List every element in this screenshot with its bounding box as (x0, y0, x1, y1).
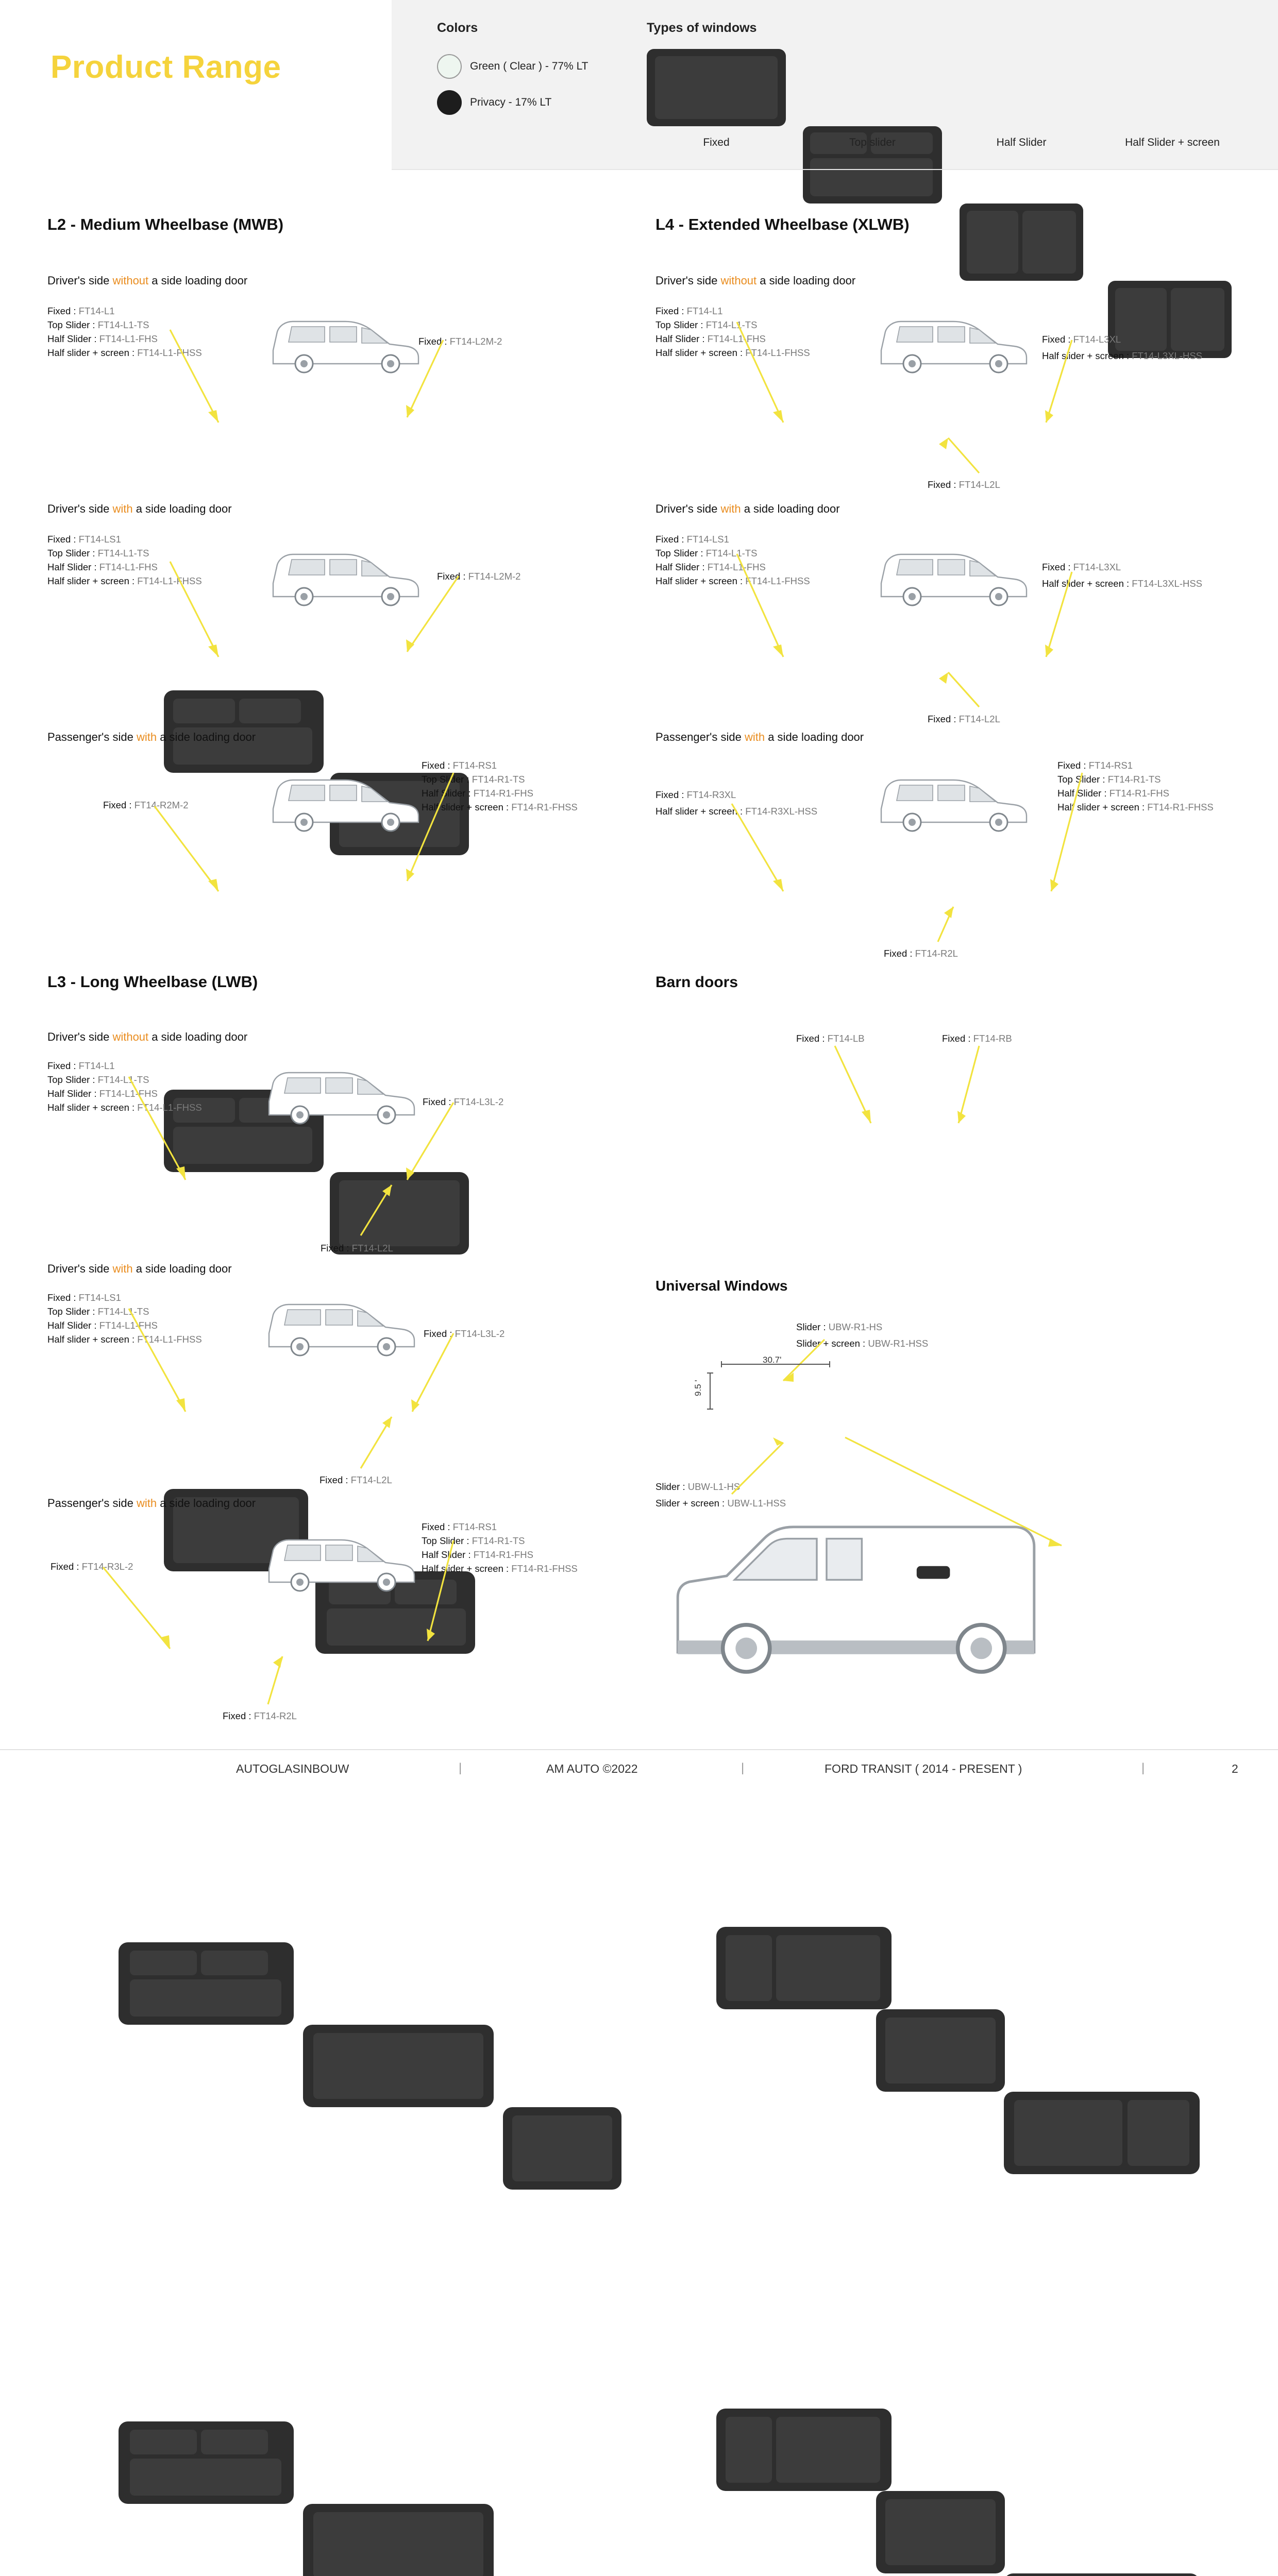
k: Half Slider : (655, 333, 708, 344)
k: Half Slider : (1057, 788, 1109, 799)
v: FT14-L2L (959, 714, 1000, 724)
l3-b1-window-right (503, 2107, 621, 2190)
txt2: a side loading door (157, 731, 256, 743)
l3-block2-right-label (424, 1328, 505, 1340)
v: FT14-R3XL (686, 789, 736, 800)
universal-dim-height: 9.5 ' (693, 1380, 703, 1396)
k: Slider : (796, 1321, 829, 1332)
universal-top-label-1 (796, 1321, 882, 1333)
k: Fixed : (422, 1521, 453, 1532)
k: Top Slider : (47, 1074, 98, 1085)
footer-page-number: 2 (1232, 1762, 1238, 1775)
window-sample-half-slider-caption: Half Slider (996, 137, 1047, 148)
l3-b2-window-mid (303, 2504, 494, 2576)
k: Half Slider : (422, 788, 474, 799)
k: Fixed : (47, 534, 79, 545)
k: Fixed : (423, 1096, 454, 1107)
privacy-swatch-icon (437, 90, 462, 115)
l2-b3-window-right (315, 1571, 475, 1654)
universal-dim-width: 30.7' (763, 1355, 782, 1365)
l2-block3-codes (422, 758, 578, 814)
k: Fixed : (655, 789, 687, 800)
txt-accent: with (112, 1262, 133, 1275)
v: FT14-L1-TS (705, 548, 758, 558)
window-sample-fixed (647, 49, 786, 126)
window-sample-fixed-caption: Fixed (703, 137, 730, 148)
l2-b2-window-right (330, 1172, 469, 1255)
l4-b1-window-right (1004, 2092, 1200, 2174)
k: Top Slider : (47, 319, 98, 330)
v: FT14-L1-TS (97, 319, 149, 330)
k: Fixed : (884, 948, 915, 959)
v: FT14-L1-TS (705, 319, 758, 330)
k: Slider + screen : (655, 1498, 728, 1509)
k: Half slider + screen : (47, 1102, 138, 1113)
txt2: a side loading door (132, 1262, 232, 1275)
l3-b2-window-left (119, 2421, 294, 2504)
l2-block2-subheading (47, 502, 232, 516)
l2-block1-right-label (418, 336, 502, 347)
k: Fixed : (942, 1033, 973, 1044)
v: FT14-L1 (686, 306, 723, 316)
txt2: a side loading door (756, 274, 856, 287)
v: FT14-L1-FHSS (137, 1102, 202, 1113)
green-clear-label: Green ( Clear ) - 77% LT (470, 60, 588, 72)
txt-accent: with (720, 502, 741, 515)
txt: Driver's side (47, 502, 113, 515)
l2-block2-right-label (437, 571, 520, 582)
v: FT14-L3XL (1073, 562, 1121, 572)
barn-right-label (942, 1033, 1012, 1044)
k: Slider + screen : (796, 1338, 868, 1349)
k: Top Slider : (422, 1535, 472, 1546)
v: FT14-L1-FHSS (137, 575, 202, 586)
l3-block2-codes (47, 1291, 202, 1346)
txt-accent: without (112, 1030, 149, 1043)
k: Half Slider : (47, 333, 99, 344)
v: FT14-L1-FHS (707, 562, 766, 572)
k: Half Slider : (47, 562, 99, 572)
txt-accent: with (136, 731, 157, 743)
v: UBW-R1-HS (828, 1321, 883, 1332)
txt2: a side loading door (148, 274, 248, 287)
v: FT14-R1-TS (472, 1535, 525, 1546)
v: FT14-L3XL-HSS (1132, 350, 1203, 361)
v: FT14-R1-FHSS (511, 1563, 578, 1574)
l4-b1-window-left (716, 1927, 892, 2009)
k: Half Slider : (655, 562, 708, 572)
v: FT14-L1-FHS (99, 1088, 158, 1099)
v: FT14-L2L (351, 1243, 393, 1253)
v: FT14-LS1 (686, 534, 729, 545)
universal-top-label-2 (796, 1338, 928, 1349)
k: Half slider + screen : (655, 806, 746, 817)
k: Fixed : (1042, 562, 1073, 572)
l4-block2-subheading (655, 502, 840, 516)
section-heading-l2: L2 - Medium Wheelbase (MWB) (47, 215, 284, 233)
k: Fixed : (103, 800, 134, 810)
universal-bottom-label-1 (655, 1481, 740, 1493)
txt-accent: without (720, 274, 757, 287)
v: FT14-R1-TS (1107, 774, 1161, 785)
l4-block1-codes (655, 304, 810, 360)
l4-block1-right-label-1 (1042, 334, 1121, 345)
v: FT14-L1-TS (97, 548, 149, 558)
txt: Passenger's side (47, 1497, 137, 1510)
txt-accent: with (112, 502, 133, 515)
k: Fixed : (1057, 760, 1089, 771)
k: Half slider + screen : (1042, 578, 1132, 589)
k: Slider : (655, 1481, 688, 1492)
page-title: Product Range (51, 49, 281, 85)
universal-bottom-label-2 (655, 1498, 786, 1509)
k: Half slider + screen : (1057, 802, 1148, 812)
l2-block3-subheading (47, 731, 256, 744)
l4-block1-bottom-label (928, 479, 1000, 490)
txt: Driver's side (47, 274, 113, 287)
k: Fixed : (320, 1475, 351, 1485)
footer-sep-3: | (1141, 1761, 1145, 1775)
l4-block2-bottom-label (928, 714, 1000, 725)
v: FT14-R3L-2 (81, 1561, 133, 1572)
l2-block3-left-label (103, 800, 189, 811)
v: FT14-LS1 (78, 534, 121, 545)
txt2: a side loading door (148, 1030, 248, 1043)
v: FT14-R1-TS (472, 774, 525, 785)
k: Half slider + screen : (47, 1334, 138, 1345)
k: Fixed : (655, 306, 687, 316)
k: Half slider + screen : (422, 802, 512, 812)
colors-heading: Colors (437, 21, 478, 35)
l3-block1-codes (47, 1059, 202, 1114)
k: Half slider + screen : (422, 1563, 512, 1574)
l4-block3-codes (1057, 758, 1214, 814)
k: Fixed : (437, 571, 468, 582)
l3-block1-bottom-label (321, 1243, 393, 1254)
footer-sep-1: | (459, 1761, 462, 1775)
footer-divider (0, 1749, 1278, 1750)
l4-block1-subheading (655, 274, 855, 287)
k: Top Slider : (655, 548, 706, 558)
k: Top Slider : (655, 319, 706, 330)
v: FT14-L1-FHSS (745, 575, 810, 586)
window-sample-top-slider-caption: Top slider (849, 137, 896, 148)
k: Fixed : (1042, 334, 1073, 345)
v: UBW-R1-HSS (868, 1338, 929, 1349)
k: Half Slider : (47, 1320, 99, 1331)
l3-block2-subheading (47, 1262, 232, 1276)
v: FT14-RS1 (452, 760, 497, 771)
l4-block1-right-label-2 (1042, 350, 1202, 362)
v: FT14-L1 (78, 1060, 115, 1071)
l3-block3-left-label (51, 1561, 133, 1572)
k: Top Slider : (47, 1306, 98, 1317)
footer-company: AUTOGLASINBOUW (236, 1762, 349, 1775)
v: FT14-L1-FHS (99, 1320, 158, 1331)
l4-block2-right-label-2 (1042, 578, 1202, 589)
k: Fixed : (796, 1033, 828, 1044)
k: Fixed : (655, 534, 687, 545)
v: FT14-L1-FHSS (137, 347, 202, 358)
v: FT14-R1-FHSS (1147, 802, 1214, 812)
section-heading-universal: Universal Windows (655, 1278, 788, 1294)
txt: Driver's side (655, 502, 721, 515)
txt: Passenger's side (655, 731, 745, 743)
legend-item-privacy (437, 90, 551, 115)
k: Half slider + screen : (47, 347, 138, 358)
footer-brand: AM AUTO ©2022 (546, 1762, 638, 1775)
v: FT14-L3L-2 (455, 1328, 505, 1339)
v: UBW-L1-HS (687, 1481, 741, 1492)
v: FT14-L1-TS (97, 1074, 149, 1085)
k: Half Slider : (47, 1088, 99, 1099)
l2-block1-subheading (47, 274, 247, 287)
legend-item-green (437, 54, 588, 79)
l3-block3-subheading (47, 1497, 256, 1510)
txt: Driver's side (655, 274, 721, 287)
section-heading-l3: L3 - Long Wheelbase (LWB) (47, 973, 258, 991)
footer-model: FORD TRANSIT ( 2014 - PRESENT ) (825, 1762, 1022, 1775)
v: FT14-L1-FHSS (137, 1334, 202, 1345)
v: FT14-R2L (254, 1710, 297, 1721)
txt: Driver's side (47, 1262, 113, 1275)
k: Fixed : (422, 760, 453, 771)
barn-left-label (796, 1033, 865, 1044)
privacy-label: Privacy - 17% LT (470, 96, 552, 108)
v: FT14-RB (973, 1033, 1012, 1044)
window-sample-half-slider-screen (1108, 281, 1232, 358)
v: FT14-L3XL-HSS (1132, 578, 1203, 589)
v: FT14-L1-FHS (99, 562, 158, 572)
v: FT14-R2L (915, 948, 958, 959)
k: Top Slider : (1057, 774, 1108, 785)
v: FT14-L2M-2 (449, 336, 502, 347)
l4-b2-window-left (716, 2409, 892, 2491)
txt2: a side loading door (157, 1497, 256, 1510)
l3-block3-bottom-label (223, 1710, 297, 1722)
v: FT14-R1-FHS (1109, 788, 1169, 799)
k: Fixed : (928, 479, 959, 490)
v: FT14-R3XL-HSS (745, 806, 818, 817)
l4-b1-window-mid (876, 2009, 1005, 2092)
k: Fixed : (928, 714, 959, 724)
v: FT14-L1-FHSS (745, 347, 810, 358)
v: FT14-L2L (350, 1475, 392, 1485)
k: Fixed : (51, 1561, 82, 1572)
footer-sep-2: | (741, 1761, 745, 1775)
v: FT14-L2M-2 (468, 571, 521, 582)
v: FT14-R1-FHS (473, 788, 533, 799)
l4-block3-subheading (655, 731, 864, 744)
v: FT14-R1-FHS (473, 1549, 533, 1560)
l4-b2-window-mid (876, 2491, 1005, 2573)
v: FT14-RS1 (452, 1521, 497, 1532)
k: Fixed : (321, 1243, 352, 1253)
v: FT14-L3L-2 (453, 1096, 504, 1107)
types-of-windows-heading: Types of windows (647, 21, 757, 35)
k: Top Slider : (47, 548, 98, 558)
k: Fixed : (47, 306, 79, 316)
v: FT14-L2L (959, 479, 1000, 490)
k: Half slider + screen : (47, 575, 138, 586)
k: Half Slider : (422, 1549, 474, 1560)
l4-block2-right-label-1 (1042, 562, 1121, 573)
v: FT14-R2M-2 (134, 800, 189, 810)
k: Fixed : (418, 336, 450, 347)
l3-b1-window-mid (303, 2025, 494, 2107)
v: FT14-L1-FHS (707, 333, 766, 344)
window-sample-half-slider-screen-caption: Half Slider + screen (1125, 137, 1220, 148)
k: Half slider + screen : (1042, 350, 1132, 361)
k: Fixed : (424, 1328, 455, 1339)
l4-block3-bottom-label (884, 948, 958, 959)
v: FT14-L1-FHS (99, 333, 158, 344)
txt-accent: without (112, 274, 149, 287)
l4-block3-left-label-2 (655, 806, 817, 817)
window-sample-half-slider (960, 204, 1083, 281)
txt: Passenger's side (47, 731, 137, 743)
v: FT14-R1-FHSS (511, 802, 578, 812)
k: Fixed : (47, 1060, 79, 1071)
k: Top Slider : (422, 774, 472, 785)
green-clear-swatch-icon (437, 54, 462, 79)
v: FT14-L3XL (1073, 334, 1121, 345)
txt2: a side loading door (132, 502, 232, 515)
txt2: a side loading door (765, 731, 864, 743)
k: Half slider + screen : (655, 575, 746, 586)
l2-block2-codes (47, 532, 202, 588)
txt-accent: with (744, 731, 765, 743)
l3-block1-subheading (47, 1030, 247, 1044)
v: FT14-RS1 (1088, 760, 1133, 771)
v: FT14-LB (827, 1033, 865, 1044)
txt: Driver's side (47, 1030, 113, 1043)
l4-b2-window-right (1004, 2573, 1200, 2576)
v: UBW-L1-HSS (727, 1498, 786, 1509)
txt2: a side loading door (741, 502, 840, 515)
l4-block2-codes (655, 532, 810, 588)
v: FT14-LS1 (78, 1292, 121, 1303)
k: Fixed : (223, 1710, 254, 1721)
txt-accent: with (136, 1497, 157, 1510)
v: FT14-L1 (78, 306, 115, 316)
l3-block2-bottom-label (320, 1475, 392, 1486)
l3-block1-right-label (423, 1096, 503, 1108)
v: FT14-L1-TS (97, 1306, 149, 1317)
k: Half slider + screen : (655, 347, 746, 358)
section-heading-barn: Barn doors (655, 974, 738, 991)
k: Fixed : (47, 1292, 79, 1303)
l4-block3-left-label-1 (655, 789, 736, 801)
l3-b1-window-left (119, 1942, 294, 2025)
l3-block3-codes (422, 1520, 578, 1575)
l2-block1-codes (47, 304, 202, 360)
section-heading-l4: L4 - Extended Wheelbase (XLWB) (655, 215, 910, 233)
